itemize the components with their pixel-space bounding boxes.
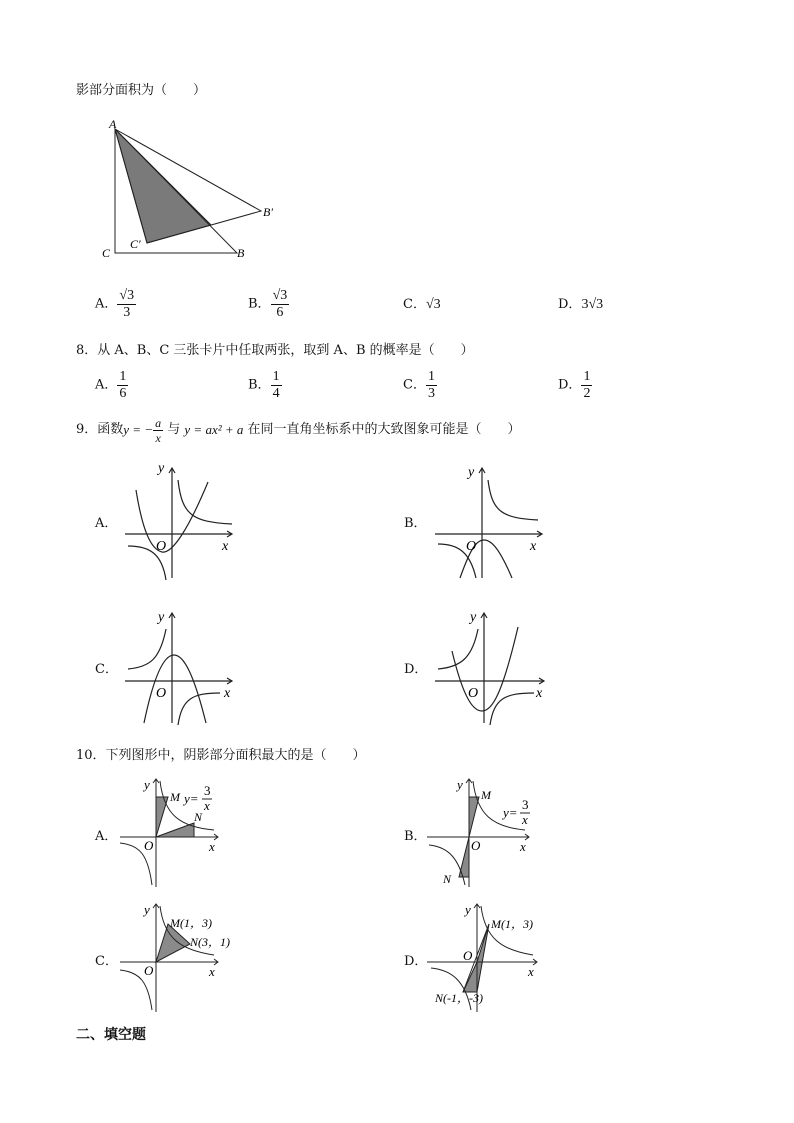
q7-option-a-num: √3: [119, 288, 135, 303]
q9a-y-label: y: [158, 461, 165, 476]
q9d-x-label: x: [536, 686, 543, 701]
q9b-hyperbola-upper: [488, 480, 538, 520]
q10d-n-label: N(-1，-3): [435, 991, 483, 1005]
q10-option-c-letter[interactable]: C．: [95, 954, 118, 969]
q9a-x-label: x: [222, 539, 229, 554]
q7-option-b-num: √3: [272, 288, 288, 303]
q10b-func-num: 3: [522, 797, 529, 812]
q9b-origin-label: O: [466, 539, 477, 554]
q9-graph-b[interactable]: [430, 460, 550, 585]
q8-option-d-den: 2: [583, 386, 591, 401]
q7-label-a: A: [109, 117, 117, 131]
q9-f2: y = ax² + a: [184, 422, 244, 437]
q8-option-d-letter: D．: [558, 377, 582, 393]
q10a-func-den: x: [204, 798, 210, 813]
q10d-x-label: x: [528, 964, 534, 979]
q10-graph-d[interactable]: [425, 900, 555, 1015]
q9-option-a-letter[interactable]: A．: [95, 516, 118, 531]
q9d-y-label: y: [470, 610, 477, 625]
q10c-x-label: x: [209, 964, 215, 979]
q10-graph-c[interactable]: [118, 900, 248, 1015]
q8-option-a[interactable]: [95, 369, 128, 402]
q9-graph-d[interactable]: [430, 605, 550, 730]
q7-shaded-triangle: [115, 129, 211, 243]
q9-prefix: 9．函数: [76, 422, 124, 437]
q10a-x-label: x: [209, 839, 215, 854]
q10d-m-label: M(1，3): [491, 917, 533, 931]
q10a-origin-label: O: [144, 838, 154, 853]
q9c-hyperbola-upper: [128, 629, 166, 669]
q9-f1-lhs: y = −: [123, 422, 154, 437]
q10b-shaded-triangle-m: [469, 797, 479, 837]
q8-option-a-den: 6: [119, 386, 127, 401]
q9-f1-den: x: [155, 430, 161, 445]
q9c-origin-label: O: [156, 686, 167, 701]
q7-label-b: B: [237, 246, 245, 260]
q9-option-b-letter[interactable]: B．: [404, 516, 427, 531]
q8-option-c-num: 1: [427, 369, 435, 384]
q10d-origin-label: O: [463, 948, 473, 963]
q9-option-d-letter[interactable]: D．: [404, 662, 428, 677]
q7-option-d-value: 3√3: [581, 297, 604, 312]
q8-option-a-letter: A．: [95, 377, 118, 393]
q8-option-d-num: 1: [583, 369, 591, 384]
q8-option-b-den: 4: [272, 386, 280, 401]
q10a-y-label: y: [144, 777, 150, 792]
q7-option-c-value: √3: [425, 297, 441, 312]
q9c-y-label: y: [158, 610, 165, 625]
q10-graph-a[interactable]: [118, 775, 228, 890]
q7-option-c[interactable]: [403, 297, 441, 313]
q9-option-c-letter[interactable]: C．: [95, 662, 118, 677]
q7-option-a-letter: A．: [95, 296, 118, 312]
q9d-parabola: [452, 627, 518, 711]
q10a-func-num: 3: [204, 783, 211, 798]
q8-option-c[interactable]: [403, 369, 437, 402]
q10b-n-label: N: [443, 872, 452, 886]
q7-triangle-figure: [95, 115, 295, 265]
q8-option-c-den: 3: [427, 386, 435, 401]
q8-option-b-num: 1: [272, 369, 280, 384]
q10b-m-label: M: [481, 788, 491, 802]
q7-option-b-letter: B．: [248, 296, 271, 312]
q9b-y-label: y: [468, 465, 475, 480]
q8-option-b-letter: B．: [248, 377, 271, 393]
q7-label-c: C: [102, 246, 111, 260]
q9b-x-label: x: [530, 539, 537, 554]
q10-option-d-letter[interactable]: D．: [404, 954, 428, 969]
q7-option-d-letter: D．: [558, 297, 582, 312]
q7-option-a-den: 3: [123, 305, 131, 320]
q9-f1-num: a: [155, 415, 162, 430]
q7-option-b[interactable]: [248, 288, 289, 321]
q10a-n-label: N: [194, 810, 203, 824]
q10b-y-label: y: [457, 777, 463, 792]
q7-label-b-prime: B′: [263, 205, 273, 219]
q9-suffix: 在同一直角坐标系中的大致图象可能是（ ）: [247, 422, 521, 437]
q7-stem-tail: 影部分面积为（ ）: [76, 83, 207, 98]
q10d-y-label: y: [465, 902, 471, 917]
q9a-origin-label: O: [156, 539, 167, 554]
q8-option-a-num: 1: [119, 369, 127, 384]
q10-stem: 10．下列图形中，阴影部分面积最大的是（ ）: [76, 748, 366, 763]
q9a-hyperbola-upper: [178, 480, 232, 524]
q10c-n-label: N(3，1): [190, 935, 230, 949]
q10a-shaded-triangle-m: [156, 797, 168, 837]
q9d-hyperbola-upper: [438, 629, 478, 669]
q10b-x-label: x: [520, 839, 526, 854]
q10-option-a-letter[interactable]: A．: [95, 829, 118, 844]
q10a-func-lhs: y=: [184, 791, 199, 806]
q7-label-c-prime: C′: [130, 237, 141, 251]
q7-option-d[interactable]: [558, 297, 603, 313]
q8-stem: 8．从 A、B、C 三张卡片中任取两张，取到 A、B 的概率是（ ）: [76, 343, 474, 358]
q9-stem: [76, 413, 521, 448]
q10c-origin-label: O: [144, 963, 154, 978]
section-2-title: 二、填空题: [76, 1027, 146, 1043]
q10b-origin-label: O: [471, 838, 481, 853]
q8-option-d[interactable]: [558, 369, 592, 402]
q10a-m-label: M: [170, 790, 180, 804]
q8-option-b[interactable]: [248, 369, 282, 402]
q7-option-c-letter: C．: [403, 297, 426, 312]
q8-option-c-letter: C．: [403, 377, 426, 393]
q9d-origin-label: O: [468, 686, 479, 701]
q9-graph-a[interactable]: [120, 460, 240, 585]
q7-option-b-den: 6: [276, 305, 284, 320]
q9-graph-c[interactable]: [120, 605, 240, 730]
q10c-m-label: M(1，3): [170, 916, 212, 930]
q10-option-b-letter[interactable]: B．: [404, 829, 427, 844]
q9c-parabola: [144, 655, 206, 723]
q10-graph-b[interactable]: [425, 775, 540, 890]
q9c-x-label: x: [224, 686, 231, 701]
q10b-func-den: x: [522, 812, 528, 827]
q10c-y-label: y: [144, 902, 150, 917]
q10b-func-lhs: y=: [503, 805, 518, 820]
q7-option-a[interactable]: [95, 288, 136, 321]
q9-mid: 与: [167, 422, 181, 437]
q10a-shaded-triangle-n: [156, 823, 194, 837]
